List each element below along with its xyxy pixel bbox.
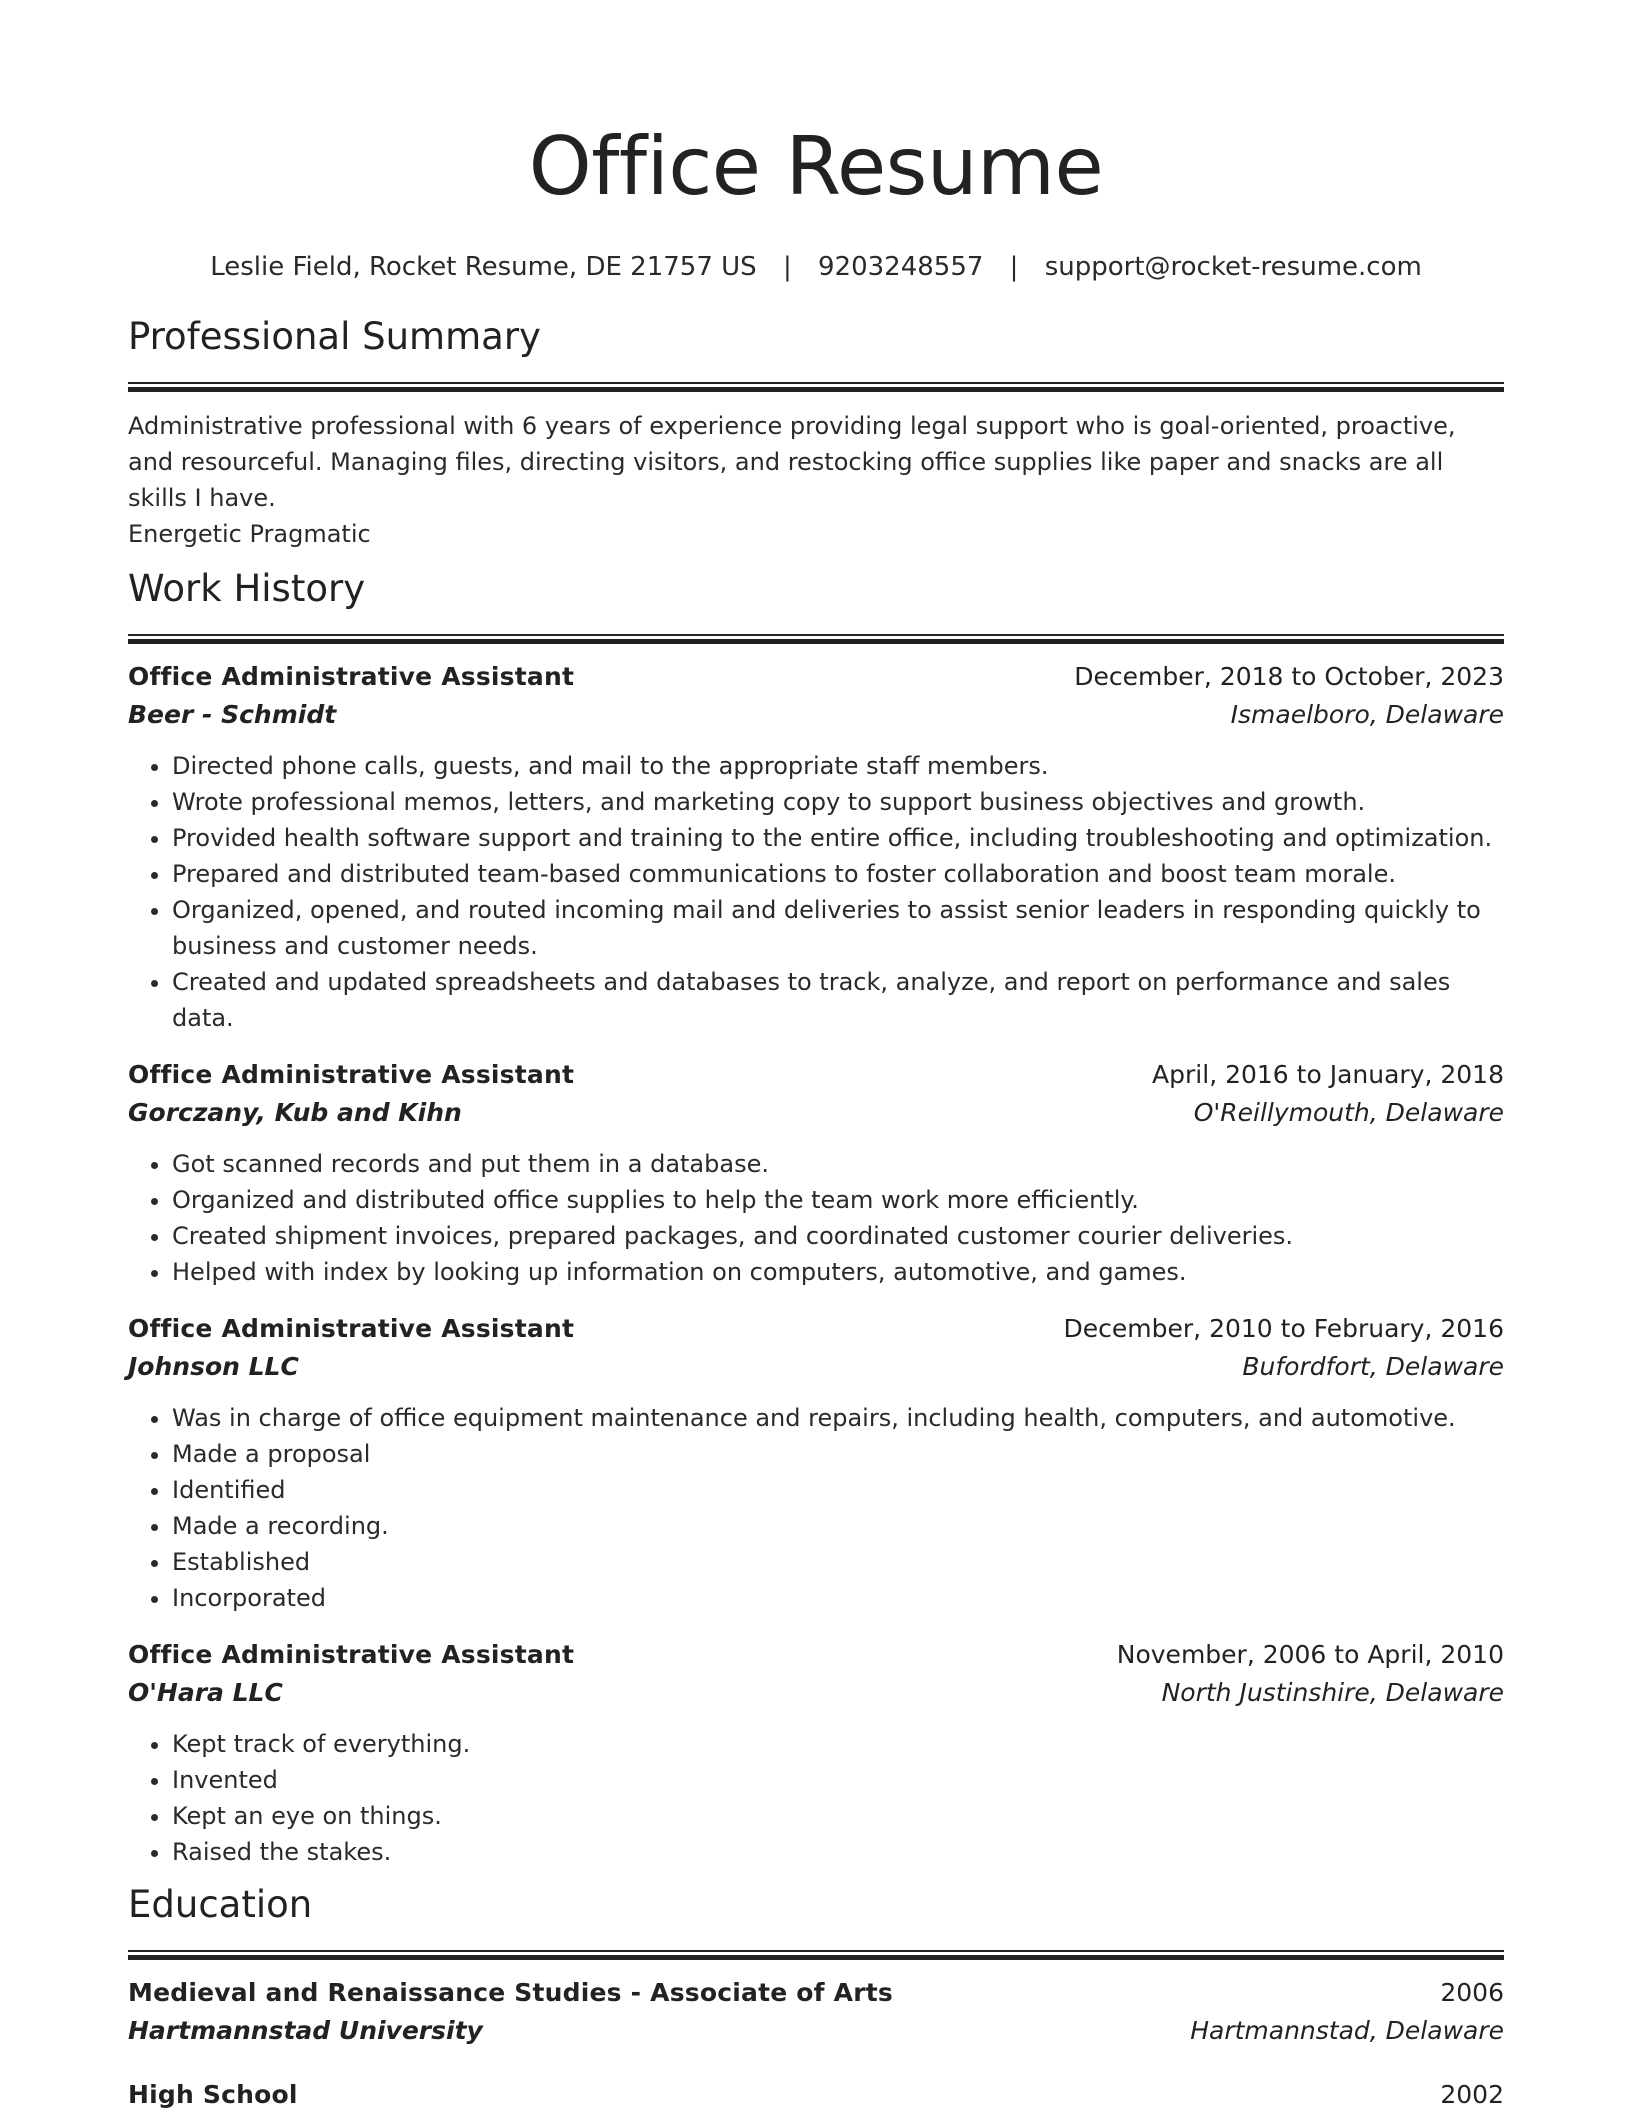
summary-text bbox=[128, 408, 1504, 552]
job-bullet: • Organized and distributed office supplies to help the team work more efficiently. bbox=[172, 1182, 1504, 1218]
job-bullet: • Got scanned records and put them in a database. bbox=[172, 1146, 1504, 1182]
job-location: Ismaelboro, Delaware bbox=[1230, 700, 1504, 729]
job-title: Office Administrative Assistant bbox=[128, 662, 575, 691]
job-dates: December, 2010 to February, 2016 bbox=[1063, 1314, 1504, 1343]
section-divider bbox=[128, 382, 1504, 392]
job-bullet: • Identified bbox=[172, 1472, 1504, 1508]
job-location: North Justinshire, Delaware bbox=[1161, 1678, 1504, 1707]
education-degree: High School bbox=[128, 2080, 298, 2109]
education-entry bbox=[128, 2078, 1504, 2112]
education-entry bbox=[128, 1976, 1504, 2048]
contact-separator: | bbox=[1009, 252, 1019, 282]
summary-paragraph: Administrative professional with 6 years of experience providing legal support who is goal-oriented, proactive, and resourceful. Managing files, directing visitors, and restocking office supplies like paper and snacks are all skills I have. bbox=[128, 412, 1456, 512]
section-heading-education: Education bbox=[128, 1883, 313, 1926]
job-bullet: • Prepared and distributed team-based communications to foster collaboration and boost team morale. bbox=[172, 856, 1504, 892]
job-location: Bufordfort, Delaware bbox=[1242, 1352, 1504, 1381]
job-bullet: • Incorporated bbox=[172, 1580, 1504, 1616]
job-bullet: • Invented bbox=[172, 1762, 1504, 1798]
job-bullets bbox=[128, 748, 1504, 1036]
job-entry bbox=[128, 1058, 1504, 1290]
contact-phone: 9203248557 bbox=[817, 252, 984, 282]
job-bullet: • Wrote professional memos, letters, and marketing copy to support business objectives and growth. bbox=[172, 784, 1504, 820]
job-bullet: • Created and updated spreadsheets and databases to track, analyze, and report on performance and sales data. bbox=[172, 964, 1504, 1036]
job-bullet: • Established bbox=[172, 1544, 1504, 1580]
summary-section bbox=[128, 314, 1504, 552]
job-bullet: • Raised the stakes. bbox=[172, 1834, 1504, 1870]
job-bullet: • Was in charge of office equipment maintenance and repairs, including health, computers, and automotive. bbox=[172, 1400, 1504, 1436]
job-bullet: • Helped with index by looking up information on computers, automotive, and games. bbox=[172, 1254, 1504, 1290]
job-company: Beer - Schmidt bbox=[128, 700, 337, 729]
job-bullet: • Created shipment invoices, prepared packages, and coordinated customer courier deliveries. bbox=[172, 1218, 1504, 1254]
job-location: O'Reillymouth, Delaware bbox=[1193, 1098, 1504, 1127]
job-company: O'Hara LLC bbox=[128, 1678, 283, 1707]
job-dates: November, 2006 to April, 2010 bbox=[1116, 1640, 1504, 1669]
job-entry bbox=[128, 1312, 1504, 1616]
job-bullets bbox=[128, 1726, 1504, 1870]
contact-address: Leslie Field, Rocket Resume, DE 21757 US bbox=[210, 252, 757, 282]
resume-title: Office Resume bbox=[528, 120, 1104, 213]
job-dates: April, 2016 to January, 2018 bbox=[1152, 1060, 1504, 1089]
job-bullet: • Kept track of everything. bbox=[172, 1726, 1504, 1762]
job-title: Office Administrative Assistant bbox=[128, 1060, 575, 1089]
contact-email: support@rocket-resume.com bbox=[1044, 252, 1422, 282]
job-bullet: • Provided health software support and training to the entire office, including troubleshooting and optimization. bbox=[172, 820, 1504, 856]
job-bullet: • Directed phone calls, guests, and mail to the appropriate staff members. bbox=[172, 748, 1504, 784]
section-divider bbox=[128, 634, 1504, 644]
education-location: Hartmannstad, Delaware bbox=[1190, 2016, 1504, 2045]
job-bullet: • Organized, opened, and routed incoming mail and deliveries to assist senior leaders in responding quickly to business and customer needs. bbox=[172, 892, 1504, 964]
section-divider bbox=[128, 1950, 1504, 1960]
job-title: Office Administrative Assistant bbox=[128, 1314, 575, 1343]
summary-traits: Energetic Pragmatic bbox=[128, 520, 371, 548]
work-history-section bbox=[128, 566, 1504, 1870]
job-title: Office Administrative Assistant bbox=[128, 1640, 575, 1669]
job-entry bbox=[128, 660, 1504, 1036]
job-bullets bbox=[128, 1400, 1504, 1616]
contact-separator: | bbox=[782, 252, 792, 282]
education-school: Hartmannstad University bbox=[128, 2016, 483, 2045]
education-year: 2006 bbox=[1440, 1978, 1504, 2007]
section-heading-work-history: Work History bbox=[128, 567, 366, 610]
job-bullet: • Kept an eye on things. bbox=[172, 1798, 1504, 1834]
job-bullets bbox=[128, 1146, 1504, 1290]
education-section bbox=[128, 1882, 1504, 2112]
education-year: 2002 bbox=[1440, 2080, 1504, 2109]
job-company: Gorczany, Kub and Kihn bbox=[128, 1098, 462, 1127]
education-degree: Medieval and Renaissance Studies - Associate of Arts bbox=[128, 1978, 893, 2007]
job-company: Johnson LLC bbox=[128, 1352, 299, 1381]
job-bullet: • Made a recording. bbox=[172, 1508, 1504, 1544]
job-dates: December, 2018 to October, 2023 bbox=[1074, 662, 1504, 691]
section-heading-summary: Professional Summary bbox=[128, 315, 541, 358]
job-entry bbox=[128, 1638, 1504, 1870]
job-bullet: • Made a proposal bbox=[172, 1436, 1504, 1472]
contact-line bbox=[128, 250, 1504, 284]
